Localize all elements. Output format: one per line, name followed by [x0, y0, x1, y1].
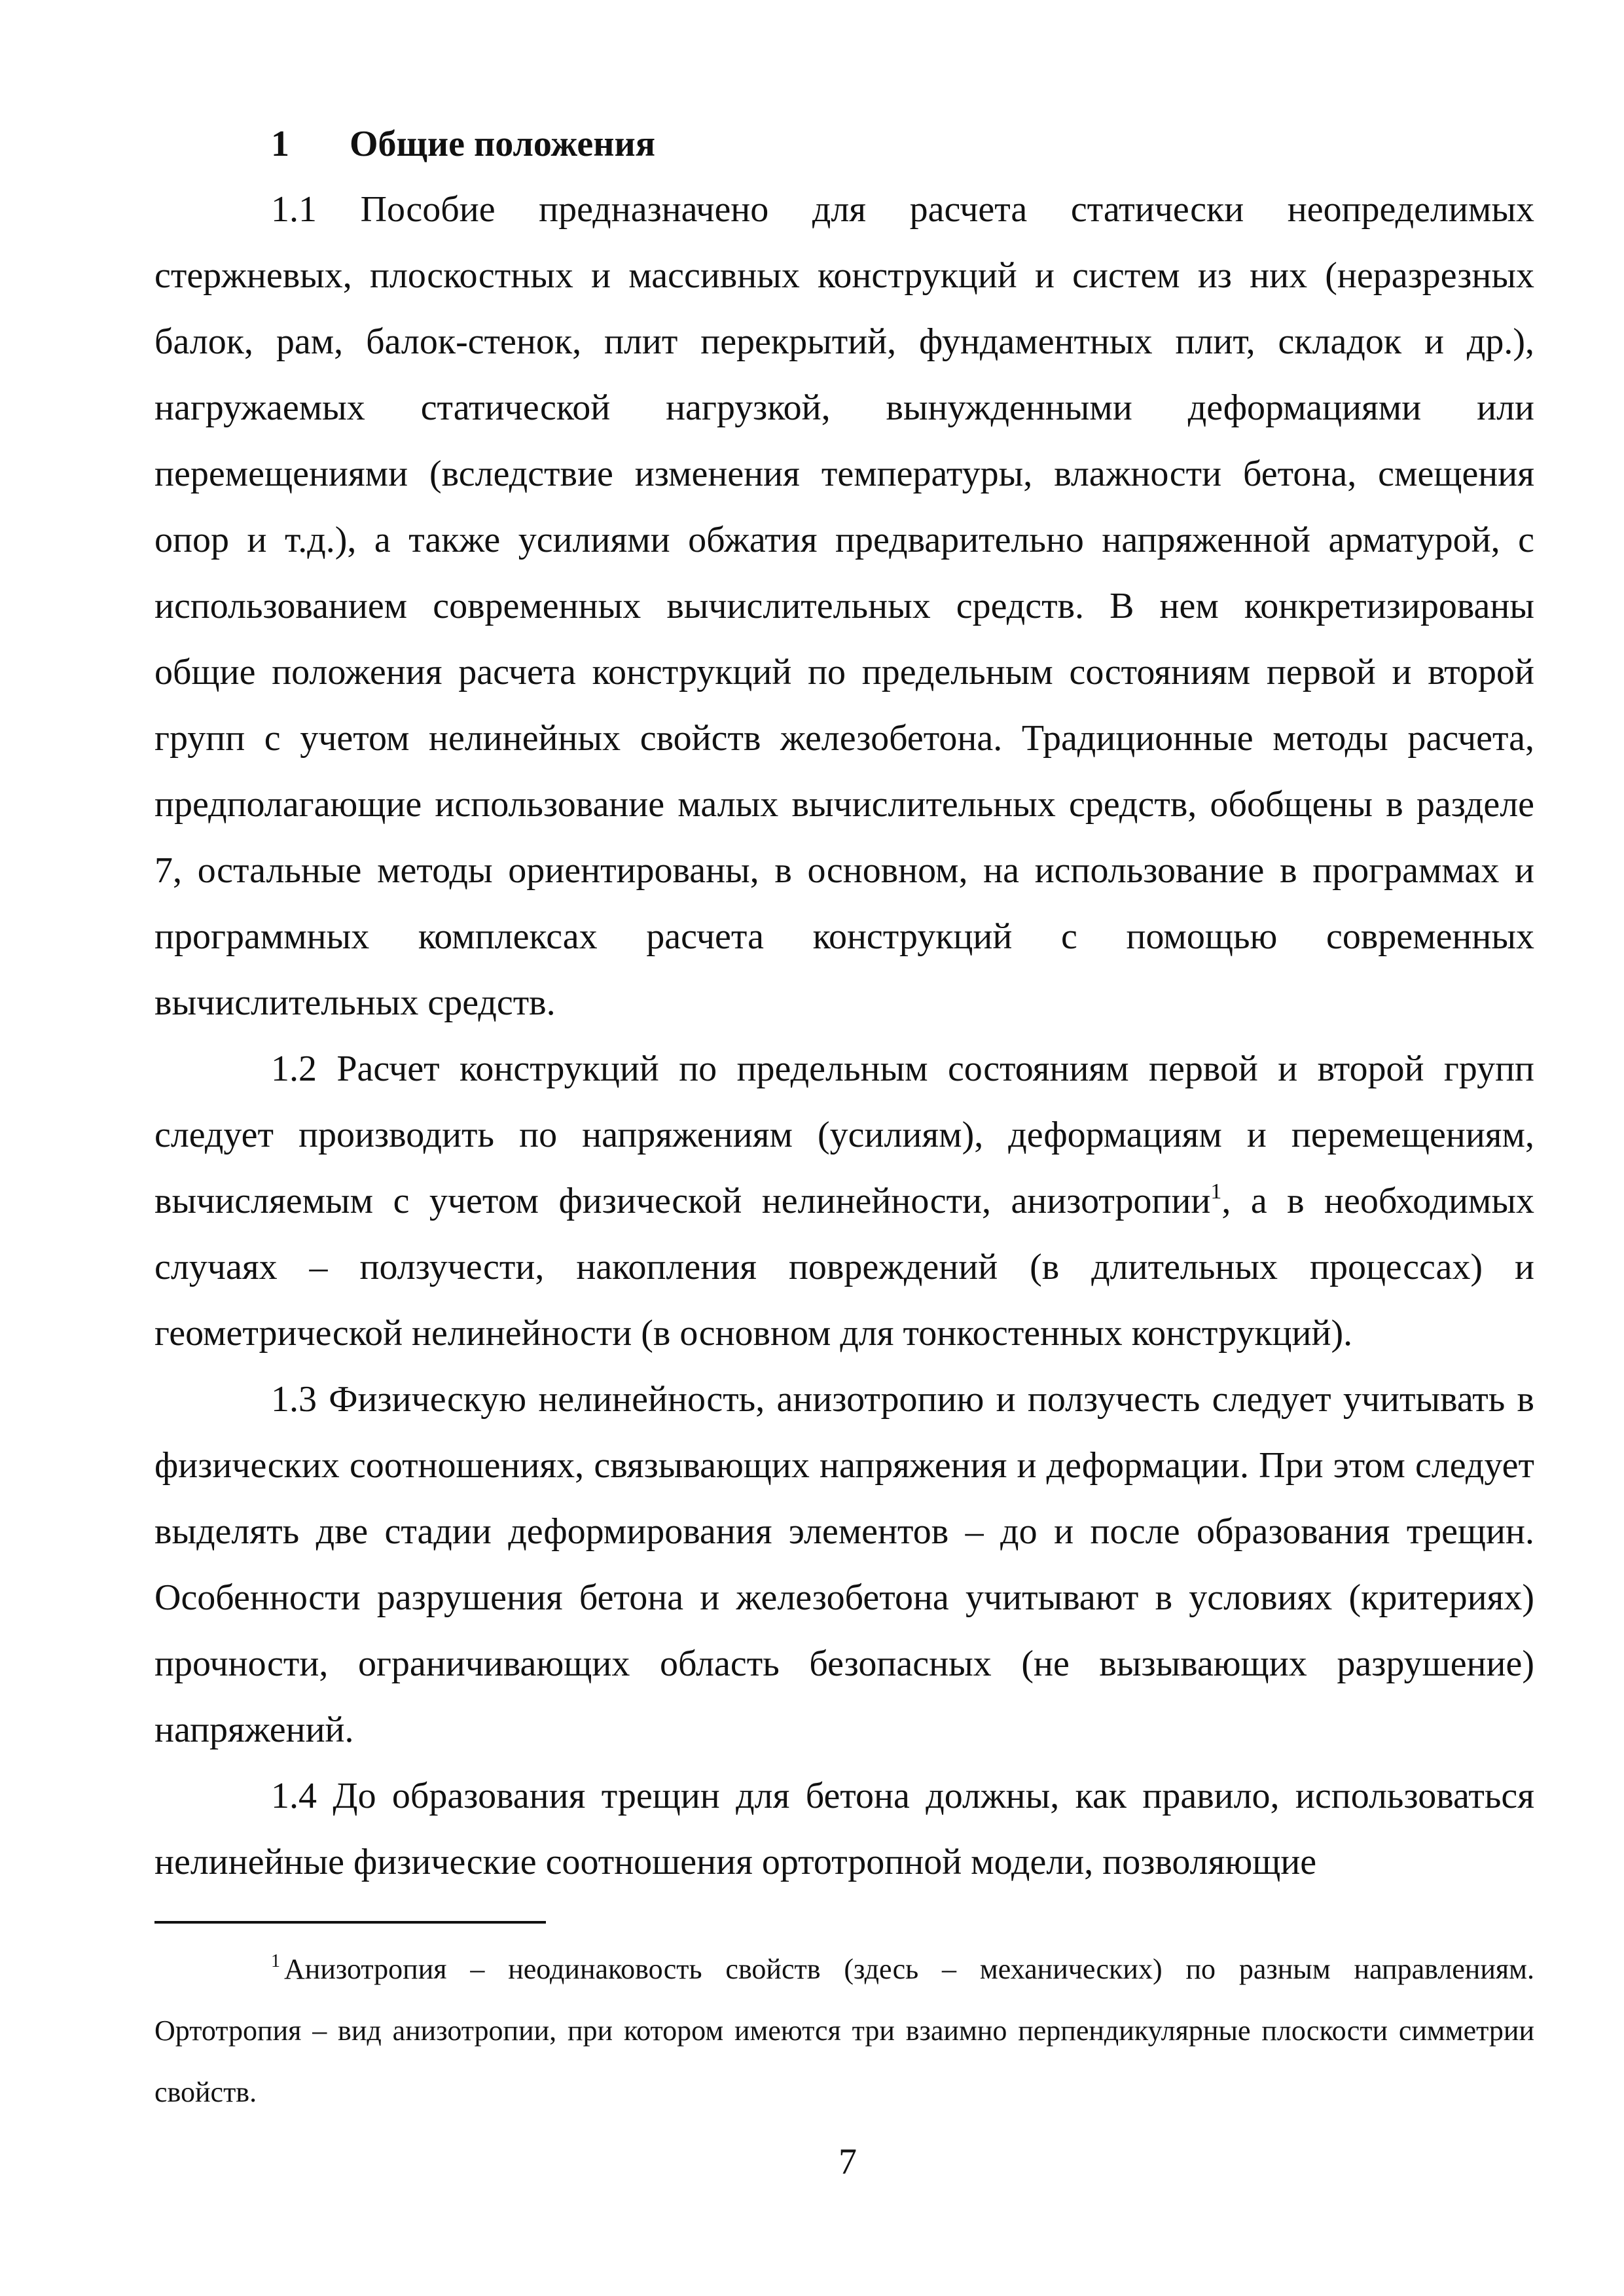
footnote-mark: 1: [271, 1951, 280, 1971]
page-number: 7: [839, 2142, 857, 2182]
section-heading: [271, 111, 1534, 177]
paragraph-1-2-text-start: 1.2 Расчет конструкций по предельным состояниям первой и второй групп следует производить по напряжениям (усилиям), деформациям и перемещениям, вычисляемым с учетом физической нелинейности, анизотропии: [154, 1049, 1534, 1221]
paragraph-1-4: 1.4 До образования трещин для бетона должны, как правило, использоваться нелинейные физические соотношения ортотропной модели, позволяющие: [154, 1776, 1534, 1882]
section-title: Общие положения: [350, 124, 656, 164]
footnote-reference[interactable]: 1: [1210, 1179, 1222, 1204]
footnote-separator: [154, 1921, 546, 1924]
paragraph-1-1: 1.1 Пособие предназначено для расчета статически неопределимых стержневых, плоскостных и массивных конструкций и систем из них (неразрезных балок, рам, балок-стенок, плит перекрытий, фундаментных плит, складок и др.), нагружаемых статической нагрузкой, вынужденными деформациями или перемещениями (вследствие изменения температуры, влажности бетона, смещения опор и т.д.), а также усилиями обжатия предварительно напряженной арматурой, с использованием современных вычислительных средств. В нем конкретизированы общие положения расчета конструкций по предельным состояниям первой и второй групп с учетом нелинейных свойств железобетона. Традиционные методы расчета, предполагающие использование малых вычислительных средств, обобщены в разделе 7, остальные методы ориентированы, в основном, на использование в программах и программных комплексах расчета конструкций с помощью современных вычислительных средств.: [154, 189, 1534, 1023]
paragraph-1-2: [154, 1036, 1534, 1367]
main-text: [154, 111, 1534, 1895]
footnote-text: Анизотропия – неодинаковость свойств (здесь – механических) по разным направлениям. Ортотропия – вид анизотропии, при котором имеются три взаимно перпендикулярные плоскости симметрии свойств.: [154, 1953, 1534, 2108]
footnote: [154, 1939, 1534, 2123]
paragraph-1-3: 1.3 Физическую нелинейность, анизотропию и ползучесть следует учитывать в физических соотношениях, связывающих напряжения и деформации. При этом следует выделять две стадии деформирования элементов – до и после образования трещин. Особенности разрушения бетона и железобетона учитывают в условиях (критериях) прочности, ограничивающих область безопасных (не вызывающих разрушение) напряжений.: [154, 1379, 1534, 1750]
section-number: 1: [271, 124, 289, 164]
paragraph-1-2-text-end: , а в необходимых случаях – ползучести, накопления повреждений (в длительных процессах) и геометрической нелинейности (в основном для тонкостенных конструкций).: [154, 1181, 1534, 1354]
